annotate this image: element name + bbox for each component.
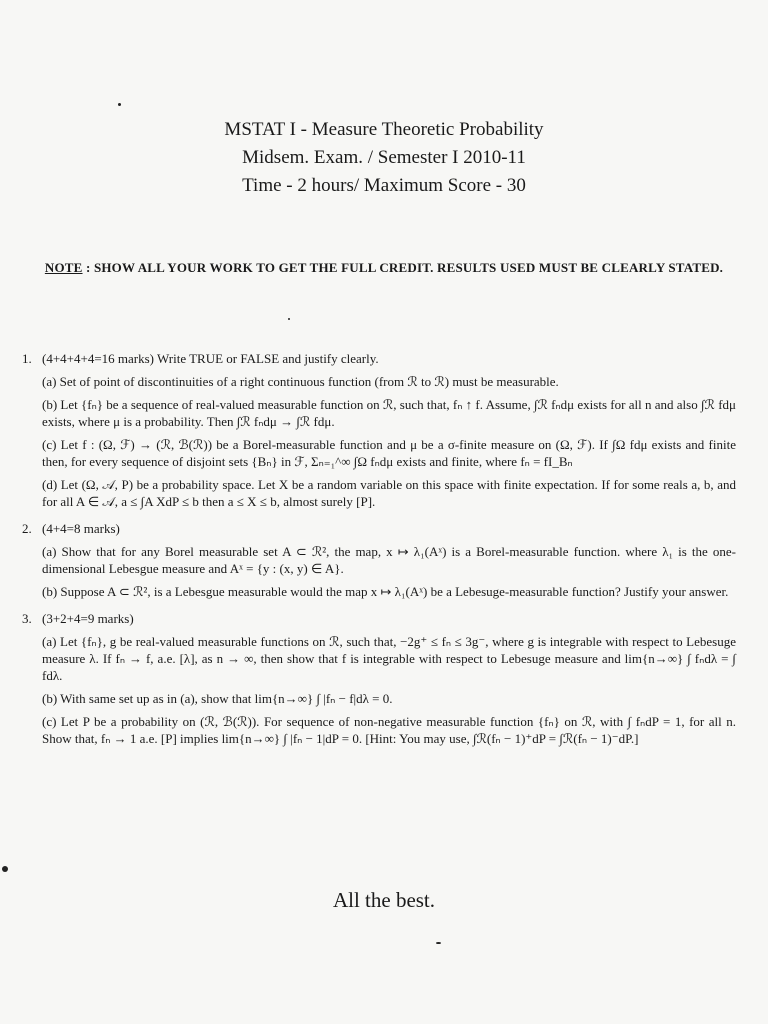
- question-part: (a) Let {fₙ}, g be real-valued measurable functions on ℛ, such that, −2g⁺ ≤ fₙ ≤ 3g⁻, where g is integrable with respect to Lebesuge measure λ. If fₙ → f, a.e. [λ], as n → ∞, then show that f is integrable with respect to Lebesuge measure and lim{n→∞} ∫ fₙdλ = ∫ fdλ.: [42, 634, 736, 683]
- question-heading: (3+2+4=9 marks): [42, 611, 134, 626]
- exam-title: Midsem. Exam. / Semester I 2010-11: [242, 147, 526, 168]
- question-part: (b) Let {fₙ} be a sequence of real-valued measurable function on ℛ, such that, fₙ ↑ f. Assume, ∫ℛ fₙdμ exists for all n and also ∫ℛ fdμ exists, where μ is a probability. Then ∫ℛ fₙdμ → ∫ℛ fdμ.: [42, 397, 736, 429]
- question-part: (d) Let (Ω, 𝒜, P) be a probability space. Let X be a random variable on this space with finite expectation. If for some reals a, b, and for all A ∈ 𝒜, a ≤ ∫A XdP ≤ b then a ≤ X ≤ b, almost surely [P].: [42, 477, 736, 509]
- scan-speck: [118, 103, 121, 106]
- question-heading: (4+4+4+4=16 marks) Write TRUE or FALSE and justify clearly.: [42, 351, 379, 366]
- note-text: : SHOW ALL YOUR WORK TO GET THE FULL CREDIT. RESULTS USED MUST BE CLEARLY STATED.: [82, 260, 724, 275]
- question-part: (a) Show that for any Borel measurable set A ⊂ ℛ², the map, x ↦ λ₁(Aˣ) is a Borel-measurable function. where λ₁ is the one-dimensional Lebesgue measure and Aˣ = {y : (x, y) ∈ A}.: [42, 544, 736, 576]
- exam-time-score: Time - 2 hours/ Maximum Score - 30: [242, 175, 526, 196]
- question-part: (c) Let P be a probability on (ℛ, ℬ(ℛ)). For sequence of non-negative measurable function {fₙ} on ℛ, with ∫ fₙdP = 1, for all n. Show that, fₙ → 1 a.e. [P] implies lim{n→∞} ∫ |fₙ − 1|dP = 0. [Hint: You may use, ∫ℛ(fₙ − 1)⁺dP = ∫ℛ(fₙ − 1)⁻dP.]: [42, 714, 736, 746]
- question-heading: (4+4=8 marks): [42, 521, 120, 536]
- question-number: 1.: [22, 351, 32, 366]
- question-number: 3.: [22, 611, 32, 626]
- scan-speck: [436, 942, 441, 944]
- closing-message: All the best.: [332, 888, 436, 912]
- question-number: 2.: [22, 521, 32, 536]
- question-part: (b) With same set up as in (a), show that lim{n→∞} ∫ |fₙ − f|dλ = 0.: [42, 691, 393, 706]
- note-block: [8, 258, 760, 278]
- scan-speck: [2, 866, 8, 872]
- question-1: [18, 350, 736, 510]
- question-list: [18, 350, 736, 757]
- question-part: (c) Let f : (Ω, ℱ) → (ℛ, ℬ(ℛ)) be a Borel-measurable function and μ be a σ-finite measure on (Ω, ℱ). If ∫Ω fdμ exists and finite then, for every sequence of disjoint sets {Bₙ} in ℱ, Σₙ₌₁^∞ ∫Ω fₙdμ exists and finite, where fₙ = fI_Bₙ: [42, 437, 736, 469]
- scan-speck: [288, 318, 290, 320]
- note-label: NOTE: [44, 260, 83, 275]
- question-3: [18, 610, 736, 747]
- exam-header: [0, 116, 768, 200]
- course-title: MSTAT I - Measure Theoretic Probability: [224, 119, 544, 140]
- question-part: (b) Suppose A ⊂ ℛ², is a Lebesgue measurable would the map x ↦ λ₁(Aˣ) be a Lebesuge-measurable function? Justify your answer.: [42, 584, 729, 599]
- question-2: [18, 520, 736, 600]
- question-part: (a) Set of point of discontinuities of a right continuous function (from ℛ to ℛ) must be measurable.: [42, 374, 559, 389]
